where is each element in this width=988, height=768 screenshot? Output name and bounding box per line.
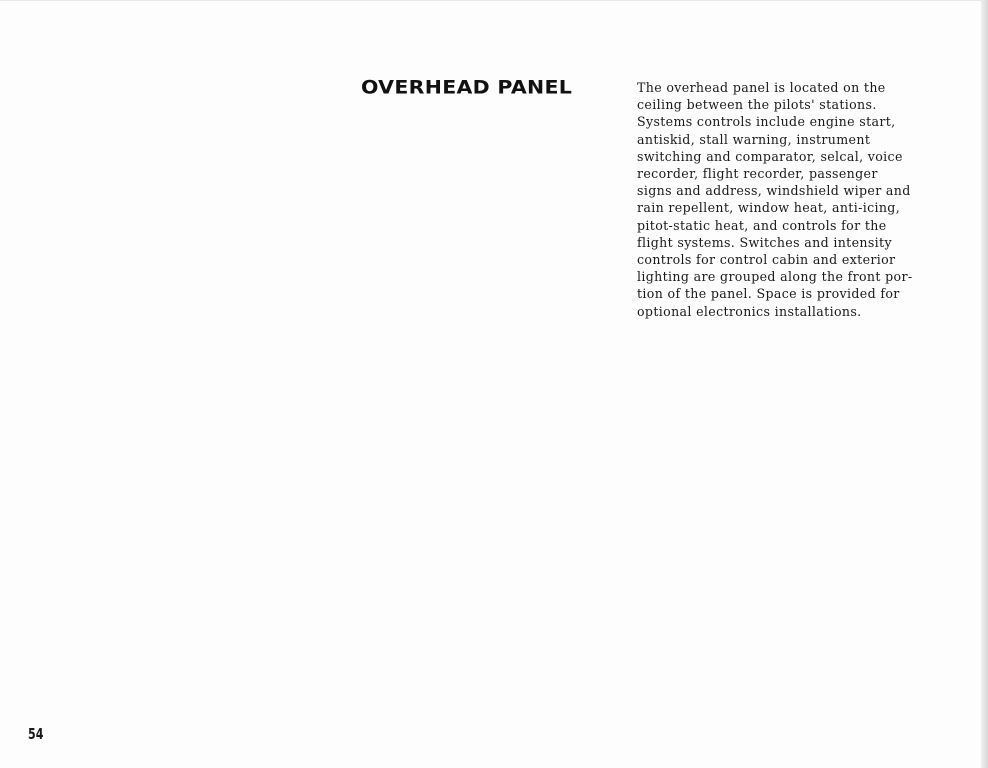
page-number: 54 [28, 725, 44, 743]
body-line: ceiling between the pilots' stations. [637, 97, 877, 113]
body-line: The overhead panel is located on the [637, 80, 886, 95]
body-line: recorder, flight recorder, passenger [637, 166, 878, 182]
body-line: signs and address, windshield wiper and [637, 183, 911, 199]
section-heading: OVERHEAD PANEL [361, 76, 573, 99]
body-line: flight systems. Switches and intensity [637, 234, 892, 250]
body-line: rain repellent, window heat, anti-icing, [637, 200, 901, 216]
body-line: optional electronics installations. [637, 303, 862, 319]
body-paragraph [637, 79, 927, 320]
page-top-edge [0, 0, 988, 1]
body-line: pitot-static heat, and controls for the [637, 217, 887, 233]
page-right-edge-shadow [981, 0, 988, 768]
body-line: controls for control cabin and exterior [637, 252, 896, 268]
body-line: switching and comparator, selcal, voice [637, 148, 903, 164]
body-line: antiskid, stall warning, instrument [637, 131, 871, 147]
body-line: Systems controls include engine start, [637, 114, 896, 130]
body-line: lighting are grouped along the front por- [637, 269, 913, 285]
body-line: tion of the panel. Space is provided for [637, 286, 900, 302]
